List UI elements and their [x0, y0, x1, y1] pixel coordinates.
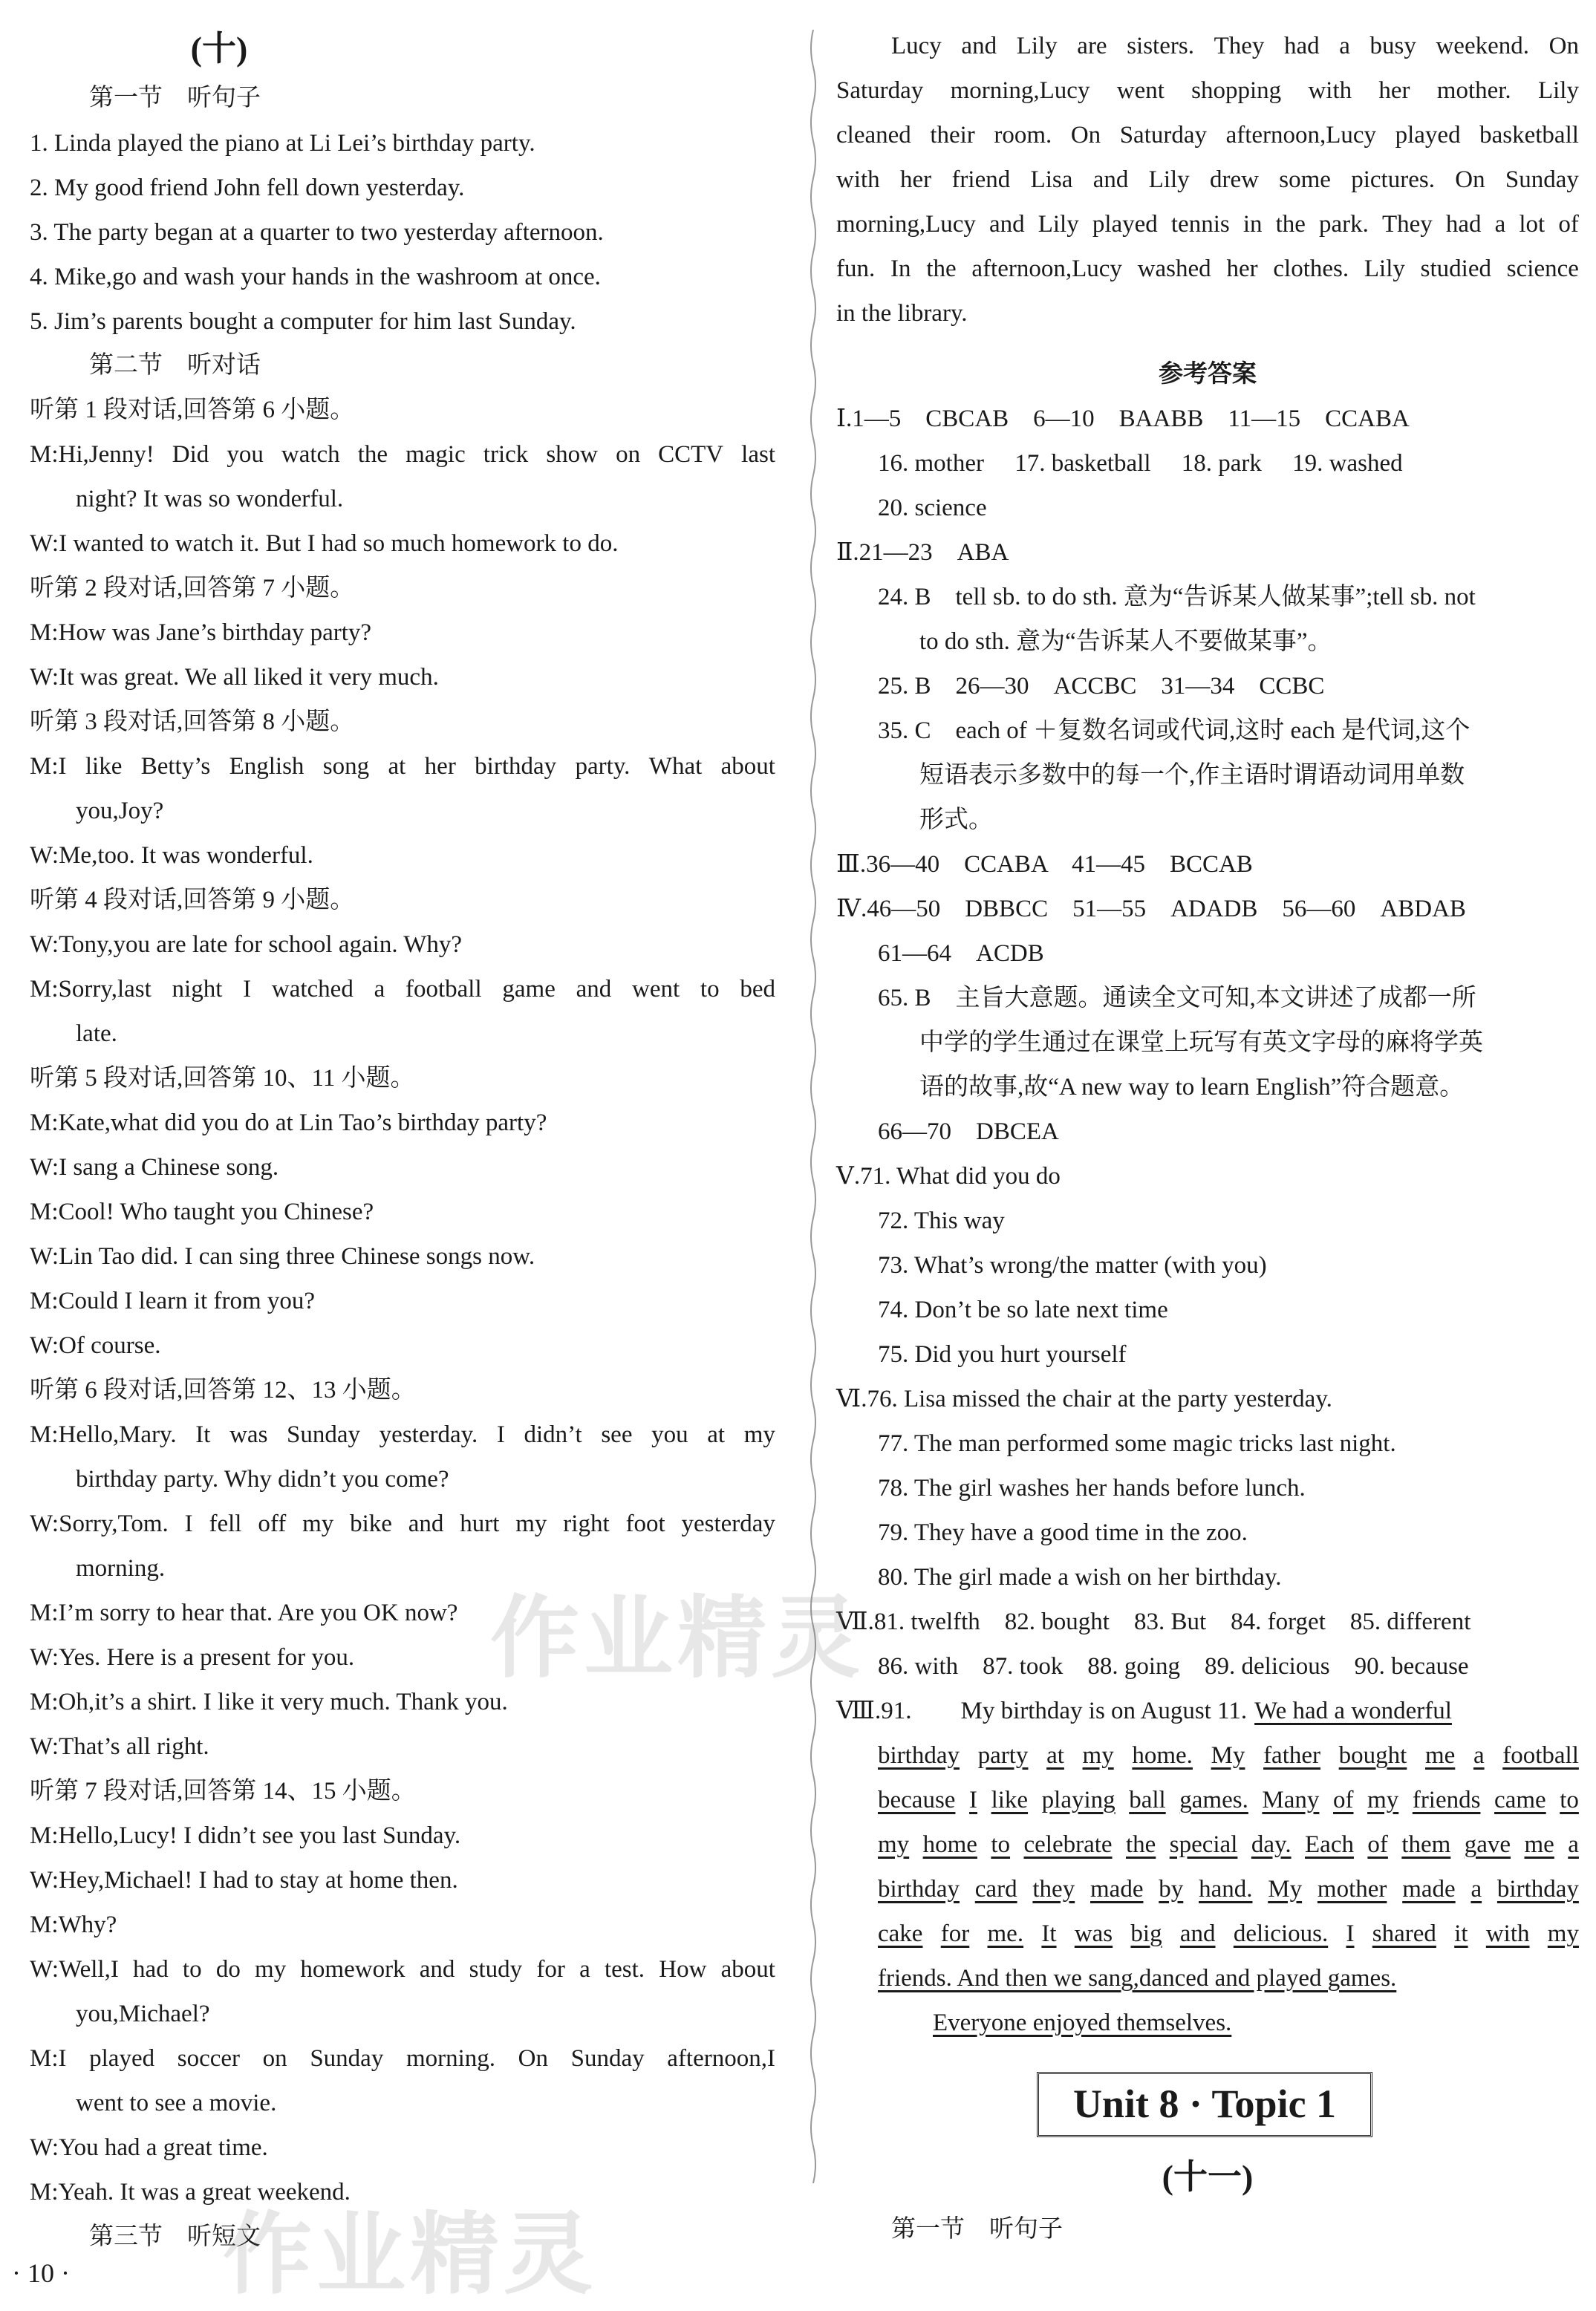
dialogue-heading: 听第 1 段对话,回答第 6 小题。 — [30, 397, 355, 423]
next-section-title: (十一) — [1162, 2158, 1254, 2196]
answer-line: 61—64 ACDB — [878, 940, 1044, 967]
dialogue-line: M:Hi,Jenny! Did you watch the magic trick show on CCTV last — [30, 441, 775, 468]
answer-line: 65. B 主旨大意题。通读全文可知,本文讲述了成都一所 — [878, 985, 1476, 1011]
dialogue-line: M:Could I learn it from you? — [30, 1288, 316, 1314]
dialogue-line: M:Kate,what did you do at Lin Tao’s birthday party? — [30, 1109, 547, 1136]
dialogue-heading: 听第 6 段对话,回答第 12、13 小题。 — [30, 1377, 416, 1404]
answer-line: 语的故事,故“A new way to learn English”符合题意。 — [919, 1074, 1465, 1101]
section-title: (十) — [190, 30, 248, 68]
essay-line: my home to celebrate the special day. Each of them gave me a — [878, 1831, 1579, 1858]
answer-line: Ⅵ.76. Lisa missed the chair at the party yesterday. — [836, 1386, 1332, 1412]
passage-line: morning,Lucy and Lily played tennis in the park. They had a lot of — [836, 211, 1579, 238]
answer-line: 66—70 DBCEA — [878, 1118, 1059, 1145]
dialogue-line: M:I played soccer on Sunday morning. On Sunday afternoon,I — [30, 2045, 775, 2072]
passage-line: in the library. — [836, 300, 968, 327]
answer-line: Ⅶ.81. twelfth 82. bought 83. But 84. forget 85. different — [836, 1608, 1471, 1635]
dialogue-line: W:It was great. We all liked it very much. — [30, 664, 439, 691]
dialogue-line-cont: morning. — [76, 1555, 166, 1582]
dialogue-line: M:Yeah. It was a great weekend. — [30, 2179, 351, 2206]
dialogue-line: W:Lin Tao did. I can sing three Chinese songs now. — [30, 1243, 535, 1270]
dialogue-heading: 听第 3 段对话,回答第 8 小题。 — [30, 708, 355, 735]
dialogue-line: W:I wanted to watch it. But I had so much homework to do. — [30, 530, 619, 557]
answer-line: Ⅰ.1—5 CBCAB 6—10 BAABB 11—15 CCABA — [836, 405, 1410, 432]
dialogue-line: W:Tony,you are late for school again. Why? — [30, 931, 463, 958]
sentence-item: 4. Mike,go and wash your hands in the washroom at once. — [30, 264, 601, 290]
passage-line: fun. In the afternoon,Lucy washed her clothes. Lily studied science — [836, 255, 1579, 282]
subsection-heading: 第二节 听对话 — [89, 352, 261, 379]
sentence-item: 3. The party began at a quarter to two yesterday afternoon. — [30, 219, 604, 246]
answer-line: 短语表示多数中的每一个,作主语时谓语动词用单数 — [919, 762, 1465, 789]
answers-title: 参考答案 — [1159, 361, 1257, 388]
passage-line: Saturday morning,Lucy went shopping with her mother. Lily — [836, 77, 1579, 104]
dialogue-line: W:That’s all right. — [30, 1733, 209, 1760]
dialogue-line: M:Hello,Lucy! I didn’t see you last Sunday. — [30, 1822, 461, 1849]
watermark: 作业精灵 — [223, 2203, 597, 2307]
dialogue-line: W:Yes. Here is a present for you. — [30, 1644, 355, 1671]
answer-line: 79. They have a good time in the zoo. — [878, 1519, 1248, 1546]
dialogue-line: W:Well,I had to do my homework and study for a test. How about — [30, 1956, 775, 1983]
answer-line: to do sth. 意为“告诉某人不要做某事”。 — [919, 628, 1332, 655]
dialogue-line: M:How was Jane’s birthday party? — [30, 619, 372, 646]
answer-line: 16. mother 17. basketball 18. park 19. washed — [878, 450, 1403, 477]
essay-line: because I like playing ball games. Many of my friends came to — [878, 1787, 1579, 1813]
answer-line: 78. The girl washes her hands before lunch. — [878, 1475, 1306, 1502]
dialogue-heading: 听第 2 段对话,回答第 7 小题。 — [30, 575, 355, 602]
page-number: · 10 · — [12, 2258, 70, 2288]
essay-line: friends. And then we sang,danced and played games. — [878, 1965, 1397, 1992]
answer-line: Ⅱ.21—23 ABA — [836, 539, 1009, 566]
dialogue-line: M:I’m sorry to hear that. Are you OK now? — [30, 1600, 458, 1626]
answer-line: 72. This way — [878, 1207, 1005, 1234]
dialogue-line: W:Sorry,Tom. I fell off my bike and hurt my right foot yesterday — [30, 1510, 775, 1537]
dialogue-heading: 听第 7 段对话,回答第 14、15 小题。 — [30, 1778, 416, 1805]
answer-line: 24. B tell sb. to do sth. 意为“告诉某人做某事”;tell sb. not — [878, 584, 1476, 610]
answer-line: 20. science — [878, 495, 987, 521]
dialogue-line: M:Cool! Who taught you Chinese? — [30, 1199, 374, 1225]
passage-line: Lucy and Lily are sisters. They had a busy weekend. On — [891, 33, 1579, 59]
dialogue-heading: 听第 5 段对话,回答第 10、11 小题。 — [30, 1065, 415, 1092]
answer-line: Ⅴ.71. What did you do — [836, 1163, 1061, 1190]
answer-line: 25. B 26—30 ACCBC 31—34 CCBC — [878, 673, 1325, 700]
answer-line: 中学的学生通过在课堂上玩写有英文字母的麻将学英 — [919, 1029, 1483, 1056]
answer-line: Ⅳ.46—50 DBBCC 51—55 ADADB 56—60 ABDAB — [836, 896, 1466, 922]
passage-line: with her friend Lisa and Lily drew some pictures. On Sunday — [836, 166, 1579, 193]
subsection-heading: 第一节 听句子 — [89, 85, 261, 111]
essay-closing: Everyone enjoyed themselves. — [933, 2010, 1232, 2036]
essay-lead: Ⅷ.91. My birthday is on August 11. — [836, 1698, 1248, 1724]
answer-line: 75. Did you hurt yourself — [878, 1341, 1127, 1368]
answer-line: 35. C each of ＋复数名词或代词,这时 each 是代词,这个 — [878, 717, 1470, 744]
subsection-heading: 第三节 听短文 — [89, 2223, 261, 2250]
sentence-item: 2. My good friend John fell down yesterday. — [30, 175, 465, 201]
dialogue-line-cont: late. — [76, 1020, 117, 1047]
dialogue-line: W:Of course. — [30, 1332, 161, 1359]
dialogue-line: M:Oh,it’s a shirt. I like it very much. Thank you. — [30, 1689, 508, 1715]
dialogue-line: W:Hey,Michael! I had to stay at home then. — [30, 1867, 458, 1894]
essay-underlined-text: We had a wonderful — [1254, 1698, 1452, 1724]
essay-line: birthday card they made by hand. My mother made a birthday — [878, 1876, 1579, 1903]
passage-line: cleaned their room. On Saturday afternoon,Lucy played basketball — [836, 122, 1579, 149]
dialogue-line: W:I sang a Chinese song. — [30, 1154, 279, 1181]
answer-line: 77. The man performed some magic tricks last night. — [878, 1430, 1396, 1457]
essay-line: cake for me. It was big and delicious. I shared it with my — [878, 1920, 1579, 1947]
dialogue-line-cont: you,Michael? — [76, 2001, 210, 2027]
sentence-item: 5. Jim’s parents bought a computer for him last Sunday. — [30, 308, 576, 335]
dialogue-line-cont: went to see a movie. — [76, 2090, 277, 2116]
dialogue-line: W:Me,too. It was wonderful. — [30, 842, 313, 869]
watermark: 作业精灵 — [490, 1587, 864, 1690]
answer-line: 形式。 — [919, 806, 993, 833]
answer-line: 80. The girl made a wish on her birthday. — [878, 1564, 1282, 1591]
unit-title: Unit 8 · Topic 1 — [1072, 2082, 1337, 2126]
essay-first-line — [836, 1695, 1579, 1727]
dialogue-line-cont: birthday party. Why didn’t you come? — [76, 1466, 449, 1493]
answer-line: 73. What’s wrong/the matter (with you) — [878, 1252, 1267, 1279]
answer-line: Ⅲ.36—40 CCABA 41—45 BCCAB — [836, 851, 1253, 878]
answer-line: 74. Don’t be so late next time — [878, 1297, 1168, 1323]
subsection-heading: 第一节 听句子 — [891, 2216, 1063, 2243]
dialogue-line-cont: night? It was so wonderful. — [76, 486, 344, 512]
essay-line: birthday party at my home. My father bought me a football — [878, 1742, 1579, 1769]
unit-title-box — [1037, 2072, 1372, 2137]
dialogue-line: M:Hello,Mary. It was Sunday yesterday. I didn’t see you at my — [30, 1421, 775, 1448]
dialogue-line-cont: you,Joy? — [76, 798, 164, 824]
sentence-item: 1. Linda played the piano at Li Lei’s birthday party. — [30, 130, 535, 157]
answer-line: 86. with 87. took 88. going 89. delicious 90. because — [878, 1653, 1469, 1680]
column-divider — [808, 30, 818, 2183]
dialogue-line: M:Sorry,last night I watched a football game and went to bed — [30, 976, 775, 1003]
dialogue-line: W:You had a great time. — [30, 2134, 268, 2161]
dialogue-heading: 听第 4 段对话,回答第 9 小题。 — [30, 887, 355, 913]
dialogue-line: M:Why? — [30, 1911, 117, 1938]
dialogue-line: M:I like Betty’s English song at her birthday party. What about — [30, 753, 775, 780]
